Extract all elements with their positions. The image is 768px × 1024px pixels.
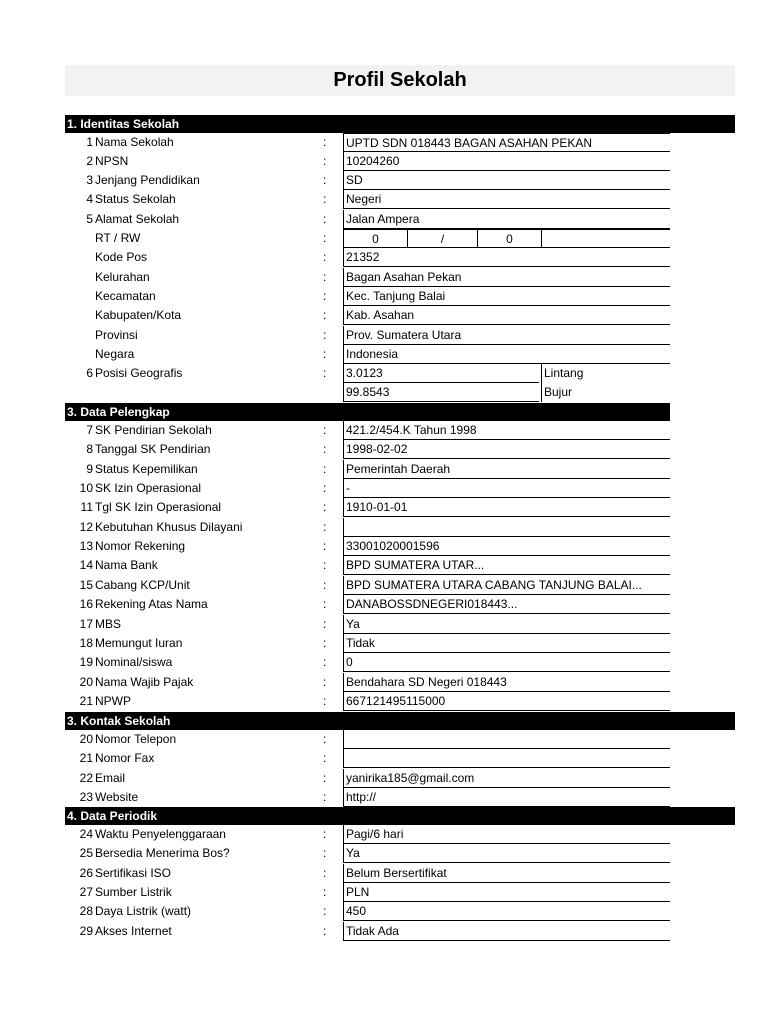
- pelengkap-value: -: [343, 479, 670, 498]
- periodik-value: Belum Bersertifikat: [343, 864, 670, 883]
- pelengkap-row: 11 Tgl SK Izin Operasional : 1910-01-01: [65, 498, 735, 517]
- pelengkap-row: 8 Tanggal SK Pendirian : 1998-02-02: [65, 440, 735, 459]
- pelengkap-row: 20 Nama Wajib Pajak : Bendahara SD Negeri 018443: [65, 673, 735, 692]
- pelengkap-row: 15 Cabang KCP/Unit : BPD SUMATERA UTARA CABANG TANJUNG BALAI...: [65, 576, 735, 595]
- rt-rw-separator: /: [407, 230, 477, 248]
- row-alamat-sekolah: 5 Alamat Sekolah : Jalan Ampera: [65, 210, 735, 229]
- pelengkap-value: 1910-01-01: [343, 498, 670, 517]
- pelengkap-value: BPD SUMATERA UTAR...: [343, 556, 670, 575]
- periodik-value: 450: [343, 902, 670, 921]
- kontak-value: yanirika185@gmail.com: [343, 769, 670, 788]
- value-nama-sekolah: UPTD SDN 018443 BAGAN ASAHAN PEKAN: [343, 133, 670, 152]
- row-status-sekolah: 4 Status Sekolah : Negeri: [65, 190, 735, 209]
- section-identitas-sekolah: 1. Identitas Sekolah: [65, 115, 735, 133]
- pelengkap-value: DANABOSSDNEGERI018443...: [343, 595, 670, 614]
- row-kode-pos: Kode Pos : 21352: [65, 248, 735, 267]
- row-provinsi: Provinsi : Prov. Sumatera Utara: [65, 326, 735, 345]
- value-kecamatan: Kec. Tanjung Balai: [343, 287, 670, 306]
- title-bar: [65, 65, 735, 96]
- pelengkap-row: 16 Rekening Atas Nama : DANABOSSDNEGERI018443...: [65, 595, 735, 614]
- value-provinsi: Prov. Sumatera Utara: [343, 326, 670, 345]
- pelengkap-value: Pemerintah Daerah: [343, 460, 670, 479]
- kontak-row: 21 Nomor Fax :: [65, 749, 735, 768]
- geo-bujur-row: [343, 383, 670, 402]
- periodik-value: Ya: [343, 844, 670, 863]
- pelengkap-row: 9 Status Kepemilikan : Pemerintah Daerah: [65, 460, 735, 479]
- row-kecamatan: Kecamatan : Kec. Tanjung Balai: [65, 287, 735, 306]
- kontak-row: 23 Website : http://: [65, 788, 735, 807]
- kontak-row: 20 Nomor Telepon :: [65, 730, 735, 749]
- row-jenjang-pendidikan: 3 Jenjang Pendidikan : SD: [65, 171, 735, 190]
- section-data-periodik: 4. Data Periodik: [65, 807, 735, 825]
- periodik-value: PLN: [343, 883, 670, 902]
- value-npsn: 10204260: [343, 152, 670, 171]
- periodik-value: Pagi/6 hari: [343, 825, 670, 844]
- row-kelurahan: Kelurahan : Bagan Asahan Pekan: [65, 268, 735, 287]
- section-data-pelengkap: 3. Data Pelengkap: [65, 403, 670, 421]
- pelengkap-value: 667121495115000: [343, 692, 670, 711]
- row-posisi-geografis: 6 Posisi Geografis : 3.0123 Lintang: [65, 364, 735, 383]
- row-posisi-geografis-bujur: [65, 383, 735, 402]
- section-kontak-sekolah: 3. Kontak Sekolah: [65, 712, 735, 730]
- row-rt-rw: RT / RW : 0 / 0: [65, 229, 735, 248]
- row-npsn: 2 NPSN : 10204260: [65, 152, 735, 171]
- pelengkap-row: 7 SK Pendirian Sekolah : 421.2/454.K Tahun 1998: [65, 421, 735, 440]
- page-title: Profil Sekolah: [333, 69, 467, 91]
- label-lintang: Lintang: [541, 364, 670, 383]
- kontak-value: [343, 730, 670, 749]
- value-kelurahan: Bagan Asahan Pekan: [343, 268, 670, 287]
- label-bujur: Bujur: [541, 383, 670, 402]
- geo-lintang-row: [343, 364, 670, 383]
- pelengkap-row: 12 Kebutuhan Khusus Dilayani :: [65, 518, 735, 537]
- kontak-value: http://: [343, 788, 670, 807]
- periodik-row: 26 Sertifikasi ISO : Belum Bersertifikat: [65, 864, 735, 883]
- row-nama-sekolah: 1 Nama Sekolah : UPTD SDN 018443 BAGAN ASAHAN PEKAN: [65, 133, 735, 152]
- pelengkap-row: 21 NPWP : 667121495115000: [65, 692, 735, 711]
- periodik-row: 28 Daya Listrik (watt) : 450: [65, 902, 735, 921]
- periodik-row: 24 Waktu Penyelenggaraan : Pagi/6 hari: [65, 825, 735, 844]
- value-alamat-sekolah: Jalan Ampera: [343, 210, 670, 229]
- pelengkap-value: 1998-02-02: [343, 440, 670, 459]
- value-jenjang-pendidikan: SD: [343, 171, 670, 190]
- pelengkap-value: Tidak: [343, 634, 670, 653]
- value-lintang: 3.0123: [343, 364, 539, 383]
- pelengkap-row: 18 Memungut Iuran : Tidak: [65, 634, 735, 653]
- periodik-value: Tidak Ada: [343, 922, 670, 941]
- row-negara: Negara : Indonesia: [65, 345, 735, 364]
- periodik-row: 25 Bersedia Menerima Bos? : Ya: [65, 844, 735, 863]
- value-kabupaten-kota: Kab. Asahan: [343, 306, 670, 325]
- pelengkap-value: 0: [343, 653, 670, 672]
- pelengkap-value: BPD SUMATERA UTARA CABANG TANJUNG BALAI...: [343, 576, 670, 595]
- pelengkap-value: [343, 518, 670, 537]
- row-kabupaten-kota: Kabupaten/Kota : Kab. Asahan: [65, 306, 735, 325]
- pelengkap-value: 33001020001596: [343, 537, 670, 556]
- pelengkap-row: 17 MBS : Ya: [65, 615, 735, 634]
- value-kode-pos: 21352: [343, 248, 670, 267]
- pelengkap-value: Ya: [343, 615, 670, 634]
- rt-rw-empty-cell: [541, 230, 670, 248]
- value-negara: Indonesia: [343, 345, 670, 364]
- value-bujur: 99.8543: [343, 383, 539, 402]
- pelengkap-row: 10 SK Izin Operasional : -: [65, 479, 735, 498]
- periodik-row: 29 Akses Internet : Tidak Ada: [65, 922, 735, 941]
- rt-rw-grid: [343, 229, 670, 248]
- pelengkap-row: 13 Nomor Rekening : 33001020001596: [65, 537, 735, 556]
- value-status-sekolah: Negeri: [343, 190, 670, 209]
- periodik-row: 27 Sumber Listrik : PLN: [65, 883, 735, 902]
- kontak-row: 22 Email : yanirika185@gmail.com: [65, 769, 735, 788]
- pelengkap-value: Bendahara SD Negeri 018443: [343, 673, 670, 692]
- pelengkap-value: 421.2/454.K Tahun 1998: [343, 421, 670, 440]
- rw-value: 0: [477, 230, 541, 248]
- rt-value: 0: [343, 230, 407, 248]
- pelengkap-row: 14 Nama Bank : BPD SUMATERA UTAR...: [65, 556, 735, 575]
- kontak-value: [343, 749, 670, 768]
- pelengkap-row: 19 Nominal/siswa : 0: [65, 653, 735, 672]
